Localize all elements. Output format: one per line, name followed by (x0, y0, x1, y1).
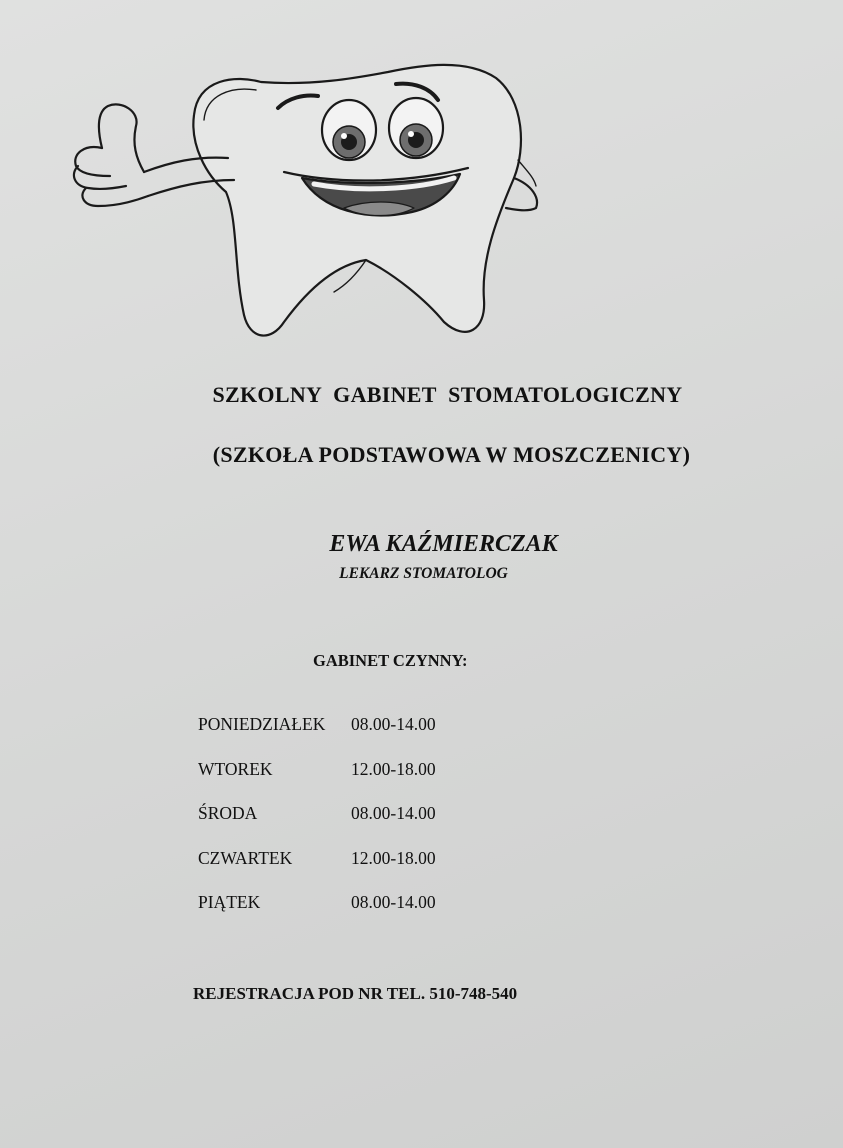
tooth-mascot-thumbs-up-icon (66, 60, 546, 350)
schedule-day: CZWARTEK (198, 847, 293, 868)
schedule-day: ŚRODA (198, 803, 258, 823)
schedule-time: 08.00-14.00 (351, 892, 436, 912)
schedule-day: WTOREK (198, 758, 273, 779)
opening-hours-heading: GABINET CZYNNY: (313, 651, 468, 670)
registration-phone: REJESTRACJA POD NR TEL. 510-748-540 (193, 984, 518, 1003)
schedule-day: PIĄTEK (198, 892, 261, 912)
clinic-subtitle: (SZKOŁA PODSTAWOWA W MOSZCZENICY) (212, 442, 691, 467)
schedule-time: 08.00-14.00 (351, 714, 436, 734)
schedule-day: PONIEDZIAŁEK (198, 714, 326, 734)
schedule-time: 12.00-18.00 (351, 847, 436, 868)
schedule-time: 12.00-18.00 (351, 758, 436, 779)
clinic-title: SZKOLNY GABINET STOMATOLOGICZNY (212, 382, 683, 407)
schedule-time: 08.00-14.00 (351, 803, 436, 823)
doctor-role: LEKARZ STOMATOLOG (339, 565, 508, 582)
doctor-name: EWA KAŹMIERCZAK (329, 531, 558, 557)
